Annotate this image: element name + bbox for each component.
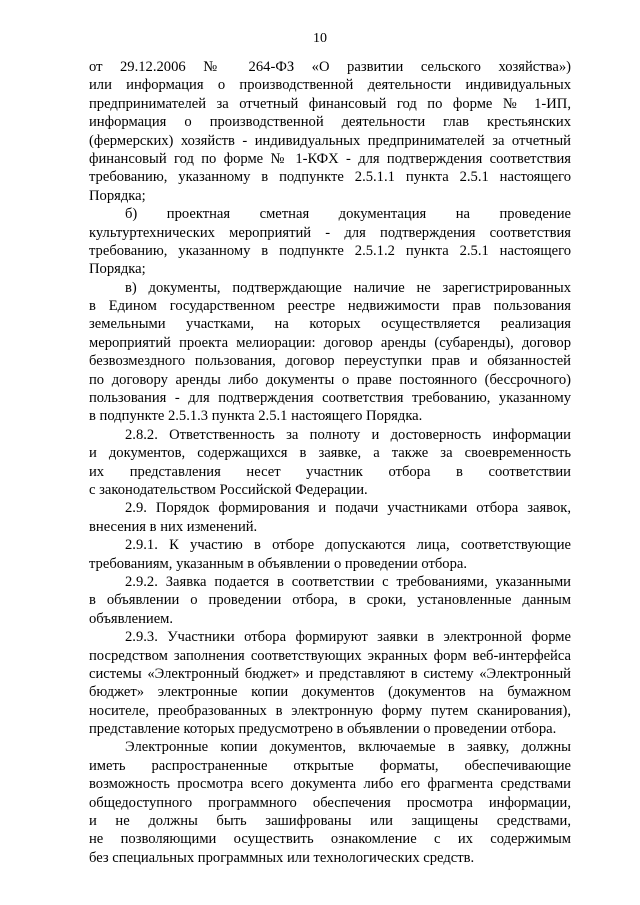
text-line: в Едином государственном реестре недвижимости прав пользования [89,298,571,315]
text-line: в объявлении о проведении отбора, в сроки, установленные данным [89,592,571,609]
text-line: не позволяющими осуществить ознакомление с их содержимым [89,831,571,848]
text-line: земельными участками, на которых осуществляется реализация [89,316,571,333]
text-line: возможность просмотра всего документа либо его фрагмента средствами [89,776,571,793]
text-line: посредством заполнения соответствующих экранных форм веб-интерфейса [89,647,571,664]
text-line: внесения в них изменений. [89,518,258,535]
text-line: требованию, указанному в подпункте 2.5.1.1 пункта 2.5.1 настоящего [89,169,571,186]
text-line: от 29.12.2006 № 264-ФЗ «О развитии сельского хозяйства») [89,59,571,75]
text-line: и документов, содержащихся в заявке, а также за своевременность [89,445,571,462]
text-line: финансовый год по форме № 1-КФХ - для подтверждения соответствия [89,150,571,167]
text-line: системы «Электронный бюджет» и представляют в систему «Электронный [89,665,571,682]
text-line: б) проектная сметная документация на проведение [125,206,571,223]
text-line: пользования - для подтверждения соответствия требованию, указанному [89,390,571,407]
text-line: представление которых предусмотрено в объявлении о проведении отбора. [89,721,557,738]
text-line: по договору аренды либо документы о праве постоянного (бессрочного) [89,371,571,388]
text-line: в подпункте 2.5.1.3 пункта 2.5.1 настоящего Порядка. [89,408,423,425]
text-line: 2.8.2. Ответственность за полноту и достоверность информации [125,426,571,443]
text-line: с законодательством Российской Федерации. [89,481,368,498]
text-line: (фермерских) хозяйств - индивидуальных предпринимателей за отчетный [89,132,571,149]
text-line: Порядка; [89,261,146,278]
text-line: требованию, указанному в подпункте 2.5.1.2 пункта 2.5.1 настоящего [89,242,571,259]
text-line: 2.9.3. Участники отбора формируют заявки в электронной форме [125,629,571,646]
text-line: без специальных программных или технологических средств. [89,849,475,866]
text-line: бюджет» электронные копии документов (документов на бумажном [89,684,571,701]
text-line: их представления несет участник отбора в соответствии [89,463,571,480]
page-number: 10 [313,31,327,46]
text-line: в) документы, подтверждающие наличие не зарегистрированных [125,279,571,296]
text-line: 2.9.2. Заявка подается в соответствии с требованиями, указанными [125,573,571,590]
text-line: Порядка; [89,187,146,204]
text-line: носителе, преобразованных в электронную форму путем сканирования), [89,702,571,719]
text-line: объявлением. [89,610,174,627]
text-line: безвозмездного пользования, договор переуступки прав и обязанностей [89,353,571,370]
text-line: Электронные копии документов, включаемые в заявку, должны [125,739,571,756]
text-line: или информация о производственной деятельности индивидуальных [89,77,571,94]
text-line: 2.9.1. К участию в отборе допускаются лица, соответствующие [125,537,571,554]
text-line: 2.9. Порядок формирования и подачи участниками отбора заявок, [125,500,571,517]
text-line: культуртехнических мероприятий - для подтверждения соответствия [89,224,571,241]
text-line: информация о производственной деятельности глав крестьянских [89,114,571,131]
text-line: иметь распространенные открытые форматы, обеспечивающие [89,757,571,774]
text-line: предпринимателей за отчетный финансовый год по форме № 1-ИП, [89,95,571,112]
text-line: требованиям, указанным в объявлении о проведении отбора. [89,555,468,572]
document-body [89,58,571,867]
text-line: и не должны быть зашифрованы или защищены средствами, [89,813,571,830]
text-line: общедоступного программного обеспечения просмотра информации, [89,794,571,811]
text-line: мероприятий проекта мелиорации: договор аренды (субаренды), договор [89,334,571,351]
